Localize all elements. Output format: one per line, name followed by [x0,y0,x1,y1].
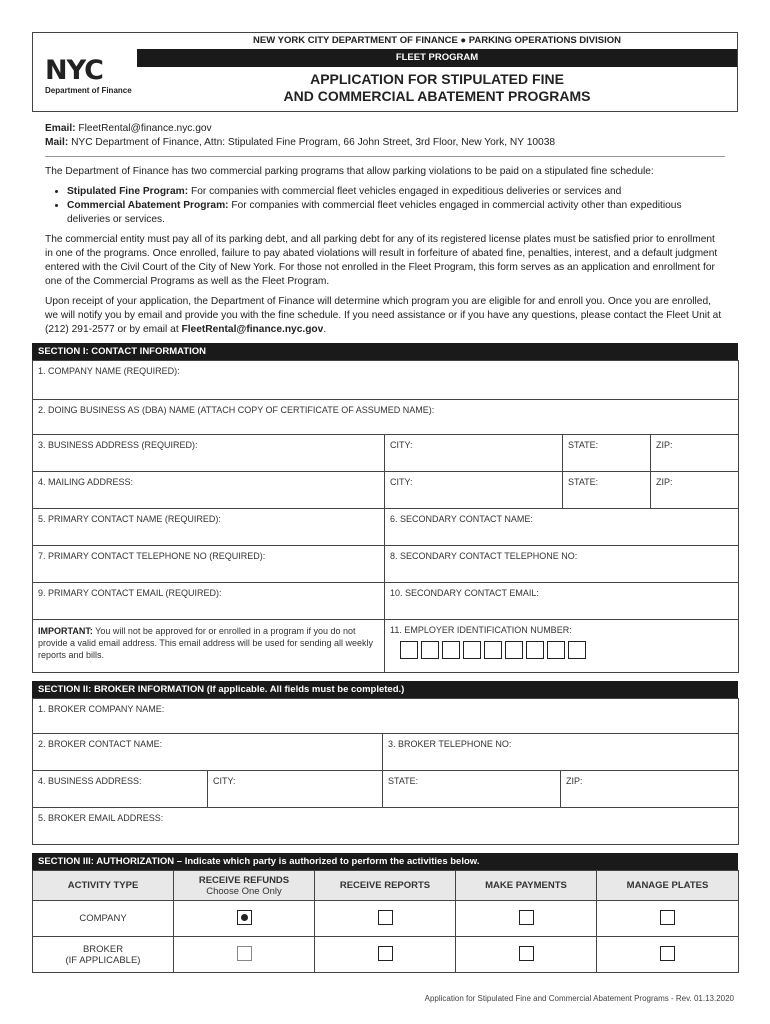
col-receive-reports: RECEIVE REPORTS [315,871,456,901]
fleet-email-link[interactable]: FleetRental@finance.nyc.gov [181,324,324,335]
email-label: Email: [45,123,76,134]
company-name-field[interactable]: 1. COMPANY NAME (REQUIRED): [33,361,739,400]
broker-payments-checkbox[interactable] [519,946,534,961]
col-manage-plates: MANAGE PLATES [597,871,739,901]
agency-line: NEW YORK CITY DEPARTMENT OF FINANCE ● PARKING OPERATIONS DIVISION [253,35,621,46]
col-activity-type: ACTIVITY TYPE [33,871,174,901]
broker-refunds-radio[interactable] [237,946,252,961]
company-plates-checkbox[interactable] [660,910,675,925]
authorization-table [32,870,739,973]
mailing-zip-field[interactable]: ZIP: [651,472,739,509]
company-payments-checkbox[interactable] [519,910,534,925]
broker-email-field[interactable]: 5. BROKER EMAIL ADDRESS: [33,808,739,845]
dba-field[interactable]: 2. DOING BUSINESS AS (DBA) NAME (ATTACH COPY OF CERTIFICATE OF ASSUMED NAME): [33,400,739,435]
section-2-header: SECTION II: BROKER INFORMATION (If applicable. All fields must be completed.) [32,681,738,698]
broker-company-field[interactable]: 1. BROKER COMPANY NAME: [33,699,739,734]
col-receive-refunds: RECEIVE REFUNDS Choose One Only [174,871,315,901]
email-link[interactable]: FleetRental@finance.nyc.gov [78,123,212,134]
business-state-field[interactable]: STATE: [563,435,651,472]
mail-label: Mail: [45,137,69,148]
ein-field[interactable] [385,620,739,673]
intro-paragraph-1: The Department of Finance has two commercial parking programs that allow parking violations to be paid on a stipulated fine schedule: [45,166,654,177]
col-make-payments: MAKE PAYMENTS [456,871,597,901]
ein-digit-box[interactable] [421,641,439,659]
mail-address: NYC Department of Finance, Attn: Stipulated Fine Program, 66 John Street, 3rd Floor, New York, NY 10038 [71,137,556,148]
form-title [137,71,737,105]
section-3-header: SECTION III: AUTHORIZATION – Indicate which party is authorized to perform the activities below. [32,853,738,870]
business-city-field[interactable]: CITY: [385,435,563,472]
business-address-field[interactable]: 3. BUSINESS ADDRESS (REQUIRED): [33,435,385,472]
secondary-contact-field[interactable]: 6. SECONDARY CONTACT NAME: [385,509,739,546]
broker-city-field[interactable]: CITY: [208,771,383,808]
section-1-header: SECTION I: CONTACT INFORMATION [32,343,738,360]
form-header [32,32,738,112]
primary-phone-field[interactable]: 7. PRIMARY CONTACT TELEPHONE NO (REQUIRED): [33,546,385,583]
ein-label: 11. EMPLOYER IDENTIFICATION NUMBER: [390,625,572,635]
company-reports-checkbox[interactable] [378,910,393,925]
company-refunds-radio[interactable] [237,910,252,925]
row-company-label: COMPANY [33,901,174,937]
primary-email-field[interactable]: 9. PRIMARY CONTACT EMAIL (REQUIRED): [33,583,385,620]
program-item-stipulated: • Stipulated Fine Program: For companies with commercial fleet vehicles engaged in expeditious deliveries or services and [67,185,725,199]
broker-zip-field[interactable]: ZIP: [561,771,739,808]
nyc-logo [33,33,137,111]
ein-digit-box[interactable] [484,641,502,659]
broker-reports-checkbox[interactable] [378,946,393,961]
broker-phone-field[interactable]: 3. BROKER TELEPHONE NO: [383,734,739,771]
business-zip-field[interactable]: ZIP: [651,435,739,472]
ein-digit-box[interactable] [442,641,460,659]
divider [45,156,725,157]
broker-state-field[interactable]: STATE: [383,771,561,808]
secondary-email-field[interactable]: 10. SECONDARY CONTACT EMAIL: [385,583,739,620]
program-item-abatement: • Commercial Abatement Program: For companies with commercial fleet vehicles engaged in commercial activity other than expeditious deliveries or services. [67,199,725,227]
ein-digit-box[interactable] [400,641,418,659]
mailing-city-field[interactable]: CITY: [385,472,563,509]
broker-info-table [32,698,739,845]
ein-digit-box[interactable] [568,641,586,659]
program-list [45,185,725,227]
ein-digit-box[interactable] [526,641,544,659]
intro-paragraph-3: Upon receipt of your application, the Department of Finance will determine which program you are eligible for and enroll you. Once you are enrolled, we will notify you by email and provide you with the fine schedule. If you need assistance or if you have any questions, please contact the Fleet Unit at (212) 291-2577 or by email at FleetRental@finance.nyc.gov. [45,296,722,335]
ein-digit-box[interactable] [463,641,481,659]
logo-subtext: Department of Finance [45,86,132,95]
broker-address-field[interactable]: 4. BUSINESS ADDRESS: [33,771,208,808]
mailing-state-field[interactable]: STATE: [563,472,651,509]
ein-boxes[interactable] [390,641,733,659]
row-broker-label: BROKER (IF APPLICABLE) [33,937,174,973]
intro-paragraph-2: The commercial entity must pay all of its parking debt, and all parking debt for any of its registered license plates must be satisfied prior to enrollment in one of the programs. Once enrolled, failure to pay abated violations will result in forfeiture of abated fine, penalties, interest, and a default judgment entered with the Civil Court of the City of New York. For those not enrolled in the Fleet Program, this form serves as an application and enrollment for one of the Commercial Programs as well as the Fleet Program. [45,234,718,287]
program-banner: FLEET PROGRAM [137,49,737,67]
ein-digit-box[interactable] [547,641,565,659]
primary-contact-field[interactable]: 5. PRIMARY CONTACT NAME (REQUIRED): [33,509,385,546]
important-note: IMPORTANT: You will not be approved for or enrolled in a program if you do not provide a valid email address. This email address will be used for sending all weekly reports and bills. [33,620,385,673]
contact-info-table [32,360,739,673]
mailing-address-field[interactable]: 4. MAILING ADDRESS: [33,472,385,509]
secondary-phone-field[interactable]: 8. SECONDARY CONTACT TELEPHONE NO: [385,546,739,583]
broker-contact-field[interactable]: 2. BROKER CONTACT NAME: [33,734,383,771]
instructions [32,122,738,337]
title-line-2: AND COMMERCIAL ABATEMENT PROGRAMS [283,88,591,104]
logo-text: NYC [45,55,104,86]
form-footer: Application for Stipulated Fine and Commercial Abatement Programs - Rev. 01.13.2020 [424,994,734,1003]
broker-plates-checkbox[interactable] [660,946,675,961]
title-line-1: APPLICATION FOR STIPULATED FINE [310,71,564,87]
ein-digit-box[interactable] [505,641,523,659]
